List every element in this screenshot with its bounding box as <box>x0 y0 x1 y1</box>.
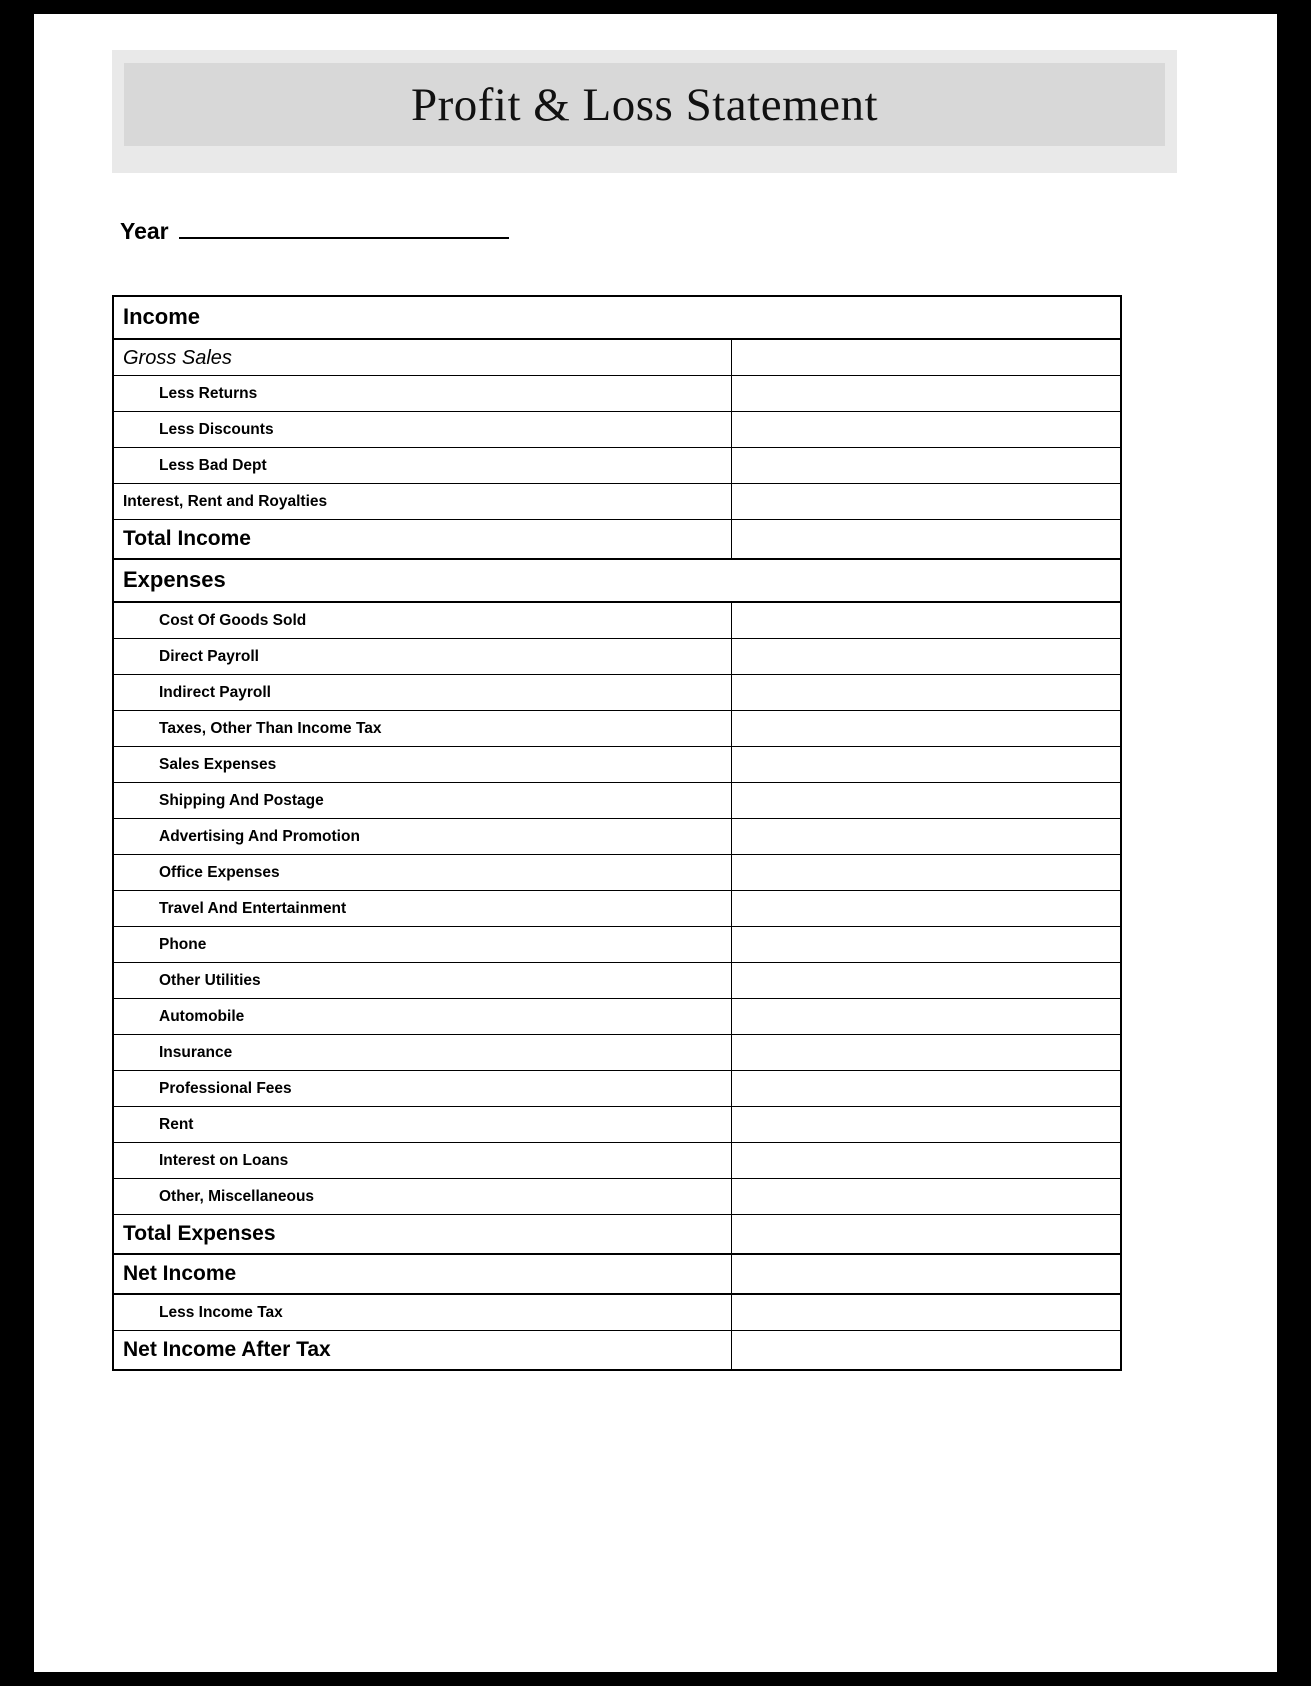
table-row <box>114 1331 1120 1369</box>
table-row <box>114 603 1120 639</box>
row-label-text: Less Discounts <box>159 420 274 438</box>
row-label-less-income-tax <box>114 1295 731 1330</box>
table-row <box>114 747 1120 783</box>
table-row <box>114 1143 1120 1179</box>
title-inner-band <box>124 63 1165 146</box>
row-label-text: Advertising And Promotion <box>159 827 360 845</box>
row-value-input[interactable] <box>732 412 1120 447</box>
row-label-rent <box>114 1107 731 1142</box>
table-row <box>114 639 1120 675</box>
row-label-text: Other, Miscellaneous <box>159 1187 315 1205</box>
row-label-text: Indirect Payroll <box>159 683 271 701</box>
row-label-text: Sales Expenses <box>159 755 277 773</box>
year-input[interactable] <box>179 217 509 239</box>
section-header-income <box>114 297 1120 340</box>
row-label-less-bad-dept <box>114 448 731 483</box>
year-label: Year <box>120 218 169 244</box>
row-value-cell-less-returns[interactable] <box>731 376 1120 411</box>
table-row <box>114 448 1120 484</box>
row-value-cell-shipping-and-postage[interactable] <box>731 783 1120 818</box>
row-value-cell-other-utilities[interactable] <box>731 963 1120 998</box>
row-label-text: Travel And Entertainment <box>159 899 347 917</box>
section-header-label <box>114 560 1120 601</box>
table-row <box>114 675 1120 711</box>
row-value-cell-net-income-after-tax[interactable] <box>731 1331 1120 1369</box>
section-header-text: Income <box>123 304 201 330</box>
row-label-less-discounts <box>114 412 731 447</box>
row-value-cell-gross-sales[interactable] <box>731 340 1120 375</box>
table-row <box>114 412 1120 448</box>
row-value-input[interactable] <box>732 1331 1120 1369</box>
row-label-text: Net Income <box>123 1262 237 1286</box>
row-label-text: Other Utilities <box>159 971 261 989</box>
row-value-input[interactable] <box>732 1255 1120 1293</box>
row-value-input[interactable] <box>732 1143 1120 1178</box>
row-value-input[interactable] <box>732 1035 1120 1070</box>
row-value-cell-total-expenses[interactable] <box>731 1215 1120 1253</box>
row-label-text: Net Income After Tax <box>123 1338 331 1362</box>
row-label-phone <box>114 927 731 962</box>
row-value-input[interactable] <box>732 747 1120 782</box>
row-label-total-expenses <box>114 1215 731 1253</box>
row-label-insurance <box>114 1035 731 1070</box>
row-label-gross-sales <box>114 340 731 375</box>
row-value-input[interactable] <box>732 1215 1120 1253</box>
row-label-sales-expenses <box>114 747 731 782</box>
row-value-cell-advertising-and-promotion[interactable] <box>731 819 1120 854</box>
row-label-total-income <box>114 520 731 558</box>
row-value-input[interactable] <box>732 675 1120 710</box>
row-value-input[interactable] <box>732 1107 1120 1142</box>
year-field-row <box>120 217 509 245</box>
row-value-input[interactable] <box>732 520 1120 558</box>
table-row <box>114 999 1120 1035</box>
table-row <box>114 1071 1120 1107</box>
row-value-cell-phone[interactable] <box>731 927 1120 962</box>
row-value-cell-interest-on-loans[interactable] <box>731 1143 1120 1178</box>
row-value-input[interactable] <box>732 1295 1120 1330</box>
table-row <box>114 927 1120 963</box>
row-value-cell-cost-of-goods-sold[interactable] <box>731 603 1120 638</box>
row-value-cell-professional-fees[interactable] <box>731 1071 1120 1106</box>
document-page <box>34 14 1277 1672</box>
row-label-text: Interest on Loans <box>159 1151 289 1169</box>
row-label-text: Rent <box>159 1115 194 1133</box>
row-value-cell-less-discounts[interactable] <box>731 412 1120 447</box>
table-row <box>114 1295 1120 1331</box>
row-value-cell-direct-payroll[interactable] <box>731 639 1120 674</box>
table-row <box>114 819 1120 855</box>
row-value-input[interactable] <box>732 783 1120 818</box>
table-row <box>114 855 1120 891</box>
table-row <box>114 1107 1120 1143</box>
row-label-text: Less Bad Dept <box>159 456 267 474</box>
row-value-cell-other-miscellaneous[interactable] <box>731 1179 1120 1214</box>
row-value-input[interactable] <box>732 1071 1120 1106</box>
table-row <box>114 711 1120 747</box>
row-value-cell-interest-rent-and-royalties[interactable] <box>731 484 1120 519</box>
table-row <box>114 1255 1120 1295</box>
row-label-other-miscellaneous <box>114 1179 731 1214</box>
row-value-cell-travel-and-entertainment[interactable] <box>731 891 1120 926</box>
row-value-cell-taxes-other-than-income-tax[interactable] <box>731 711 1120 746</box>
row-label-text: Total Income <box>123 527 251 551</box>
section-header-text: Expenses <box>123 567 226 593</box>
row-label-other-utilities <box>114 963 731 998</box>
row-label-travel-and-entertainment <box>114 891 731 926</box>
row-label-text: Cost Of Goods Sold <box>159 611 307 629</box>
row-label-less-returns <box>114 376 731 411</box>
row-value-cell-sales-expenses[interactable] <box>731 747 1120 782</box>
table-row <box>114 783 1120 819</box>
row-value-input[interactable] <box>732 340 1120 375</box>
row-label-office-expenses <box>114 855 731 890</box>
row-label-interest-on-loans <box>114 1143 731 1178</box>
row-label-text: Interest, Rent and Royalties <box>123 492 328 510</box>
table-row <box>114 520 1120 560</box>
row-label-cost-of-goods-sold <box>114 603 731 638</box>
row-value-input[interactable] <box>732 376 1120 411</box>
page-title: Profit & Loss Statement <box>410 78 879 131</box>
row-value-cell-office-expenses[interactable] <box>731 855 1120 890</box>
row-label-text: Professional Fees <box>159 1079 292 1097</box>
row-label-indirect-payroll <box>114 675 731 710</box>
row-label-direct-payroll <box>114 639 731 674</box>
row-label-automobile <box>114 999 731 1034</box>
row-value-cell-less-bad-dept[interactable] <box>731 448 1120 483</box>
table-row <box>114 376 1120 412</box>
row-value-cell-total-income[interactable] <box>731 520 1120 558</box>
table-row <box>114 1035 1120 1071</box>
row-label-text: Direct Payroll <box>159 647 259 665</box>
row-label-text: Shipping And Postage <box>159 791 324 809</box>
row-label-text: Less Returns <box>159 384 258 402</box>
row-value-input[interactable] <box>732 927 1120 962</box>
table-row <box>114 340 1120 376</box>
row-label-professional-fees <box>114 1071 731 1106</box>
row-label-text: Phone <box>159 935 207 953</box>
row-label-text: Gross Sales <box>123 346 232 369</box>
row-label-advertising-and-promotion <box>114 819 731 854</box>
row-label-text: Insurance <box>159 1043 233 1061</box>
row-label-text: Office Expenses <box>159 863 280 881</box>
row-value-input[interactable] <box>732 819 1120 854</box>
row-value-input[interactable] <box>732 891 1120 926</box>
row-value-cell-rent[interactable] <box>731 1107 1120 1142</box>
table-row <box>114 1179 1120 1215</box>
table-row <box>114 963 1120 999</box>
row-value-cell-indirect-payroll[interactable] <box>731 675 1120 710</box>
row-value-input[interactable] <box>732 448 1120 483</box>
row-value-input[interactable] <box>732 639 1120 674</box>
row-label-text: Total Expenses <box>123 1222 276 1246</box>
row-value-input[interactable] <box>732 999 1120 1034</box>
row-label-taxes-other-than-income-tax <box>114 711 731 746</box>
row-label-text: Less Income Tax <box>159 1303 283 1321</box>
row-value-cell-insurance[interactable] <box>731 1035 1120 1070</box>
row-label-text: Automobile <box>159 1007 245 1025</box>
row-value-input[interactable] <box>732 603 1120 638</box>
section-header-label <box>114 297 1120 338</box>
row-value-input[interactable] <box>732 963 1120 998</box>
row-value-input[interactable] <box>732 1179 1120 1214</box>
row-label-net-income <box>114 1255 731 1293</box>
row-label-interest-rent-and-royalties <box>114 484 731 519</box>
row-value-cell-net-income[interactable] <box>731 1255 1120 1293</box>
section-header-expenses <box>114 560 1120 603</box>
profit-loss-table <box>112 295 1122 1371</box>
row-label-shipping-and-postage <box>114 783 731 818</box>
row-value-cell-automobile[interactable] <box>731 999 1120 1034</box>
title-band <box>112 50 1177 173</box>
row-value-input[interactable] <box>732 484 1120 519</box>
table-row <box>114 484 1120 520</box>
table-row <box>114 891 1120 927</box>
row-value-input[interactable] <box>732 711 1120 746</box>
table-row <box>114 1215 1120 1255</box>
row-value-cell-less-income-tax[interactable] <box>731 1295 1120 1330</box>
row-label-text: Taxes, Other Than Income Tax <box>159 719 382 737</box>
row-label-net-income-after-tax <box>114 1331 731 1369</box>
row-value-input[interactable] <box>732 855 1120 890</box>
